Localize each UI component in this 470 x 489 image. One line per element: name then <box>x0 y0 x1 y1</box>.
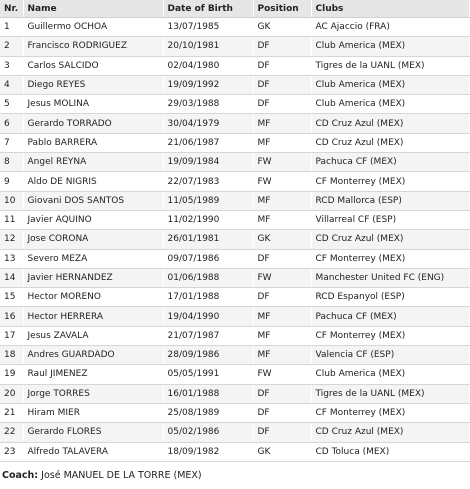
cell-club: CD Cruz Azul (MEX) <box>311 230 470 249</box>
cell-date-of-birth: 11/05/1989 <box>163 191 253 210</box>
cell-club: CF Monterrey (MEX) <box>311 326 470 345</box>
cell-position: MF <box>253 191 311 210</box>
table-row <box>0 56 470 75</box>
table-row <box>0 249 470 268</box>
table-body <box>0 18 470 462</box>
table-row <box>0 442 470 461</box>
cell-name: Guillermo OCHOA <box>23 18 163 37</box>
cell-club: Tigres de la UANL (MEX) <box>311 384 470 403</box>
cell-position: MF <box>253 346 311 365</box>
cell-date-of-birth: 13/07/1985 <box>163 18 253 37</box>
cell-number: 11 <box>0 210 23 229</box>
cell-name: Francisco RODRIGUEZ <box>23 37 163 56</box>
cell-position: DF <box>253 423 311 442</box>
table-row <box>0 210 470 229</box>
cell-name: Gerardo FLORES <box>23 423 163 442</box>
cell-name: Carlos SALCIDO <box>23 56 163 75</box>
table-row <box>0 288 470 307</box>
cell-number: 18 <box>0 346 23 365</box>
cell-date-of-birth: 19/09/1984 <box>163 153 253 172</box>
cell-date-of-birth: 17/01/1988 <box>163 288 253 307</box>
cell-club: AC Ajaccio (FRA) <box>311 18 470 37</box>
cell-position: DF <box>253 249 311 268</box>
cell-position: MF <box>253 114 311 133</box>
cell-club: Club America (MEX) <box>311 365 470 384</box>
cell-date-of-birth: 21/06/1987 <box>163 133 253 152</box>
cell-name: Javier HERNANDEZ <box>23 268 163 287</box>
cell-club: Pachuca CF (MEX) <box>311 153 470 172</box>
cell-position: DF <box>253 288 311 307</box>
cell-date-of-birth: 02/04/1980 <box>163 56 253 75</box>
cell-date-of-birth: 01/06/1988 <box>163 268 253 287</box>
cell-position: GK <box>253 230 311 249</box>
table-row <box>0 384 470 403</box>
cell-number: 2 <box>0 37 23 56</box>
cell-number: 4 <box>0 75 23 94</box>
cell-date-of-birth: 16/01/1988 <box>163 384 253 403</box>
header-date-of-birth: Date of Birth <box>163 0 253 18</box>
cell-club: CD Cruz Azul (MEX) <box>311 133 470 152</box>
cell-date-of-birth: 22/07/1983 <box>163 172 253 191</box>
cell-club: Pachuca CF (MEX) <box>311 307 470 326</box>
cell-name: Raul JIMENEZ <box>23 365 163 384</box>
cell-date-of-birth: 19/04/1990 <box>163 307 253 326</box>
table-row <box>0 191 470 210</box>
cell-name: Angel REYNA <box>23 153 163 172</box>
cell-name: Jesus MOLINA <box>23 95 163 114</box>
cell-date-of-birth: 19/09/1992 <box>163 75 253 94</box>
cell-number: 15 <box>0 288 23 307</box>
coach-line <box>2 470 202 481</box>
cell-position: MF <box>253 210 311 229</box>
cell-name: Gerardo TORRADO <box>23 114 163 133</box>
cell-club: CD Cruz Azul (MEX) <box>311 423 470 442</box>
cell-date-of-birth: 11/02/1990 <box>163 210 253 229</box>
cell-position: DF <box>253 403 311 422</box>
cell-position: DF <box>253 75 311 94</box>
cell-date-of-birth: 30/04/1979 <box>163 114 253 133</box>
cell-club: Club America (MEX) <box>311 37 470 56</box>
cell-number: 13 <box>0 249 23 268</box>
cell-number: 3 <box>0 56 23 75</box>
cell-number: 21 <box>0 403 23 422</box>
header-clubs: Clubs <box>311 0 470 18</box>
cell-date-of-birth: 26/01/1981 <box>163 230 253 249</box>
cell-name: Alfredo TALAVERA <box>23 442 163 461</box>
cell-number: 12 <box>0 230 23 249</box>
table-row <box>0 37 470 56</box>
cell-date-of-birth: 29/03/1988 <box>163 95 253 114</box>
cell-club: CD Toluca (MEX) <box>311 442 470 461</box>
cell-position: MF <box>253 307 311 326</box>
cell-club: CF Monterrey (MEX) <box>311 403 470 422</box>
cell-club: Tigres de la UANL (MEX) <box>311 56 470 75</box>
cell-date-of-birth: 20/10/1981 <box>163 37 253 56</box>
table-row <box>0 268 470 287</box>
cell-club: Valencia CF (ESP) <box>311 346 470 365</box>
table-row <box>0 326 470 345</box>
cell-club: CF Monterrey (MEX) <box>311 249 470 268</box>
cell-number: 17 <box>0 326 23 345</box>
cell-position: MF <box>253 326 311 345</box>
cell-number: 19 <box>0 365 23 384</box>
cell-name: Hiram MIER <box>23 403 163 422</box>
cell-number: 8 <box>0 153 23 172</box>
cell-club: Club America (MEX) <box>311 75 470 94</box>
cell-club: RCD Espanyol (ESP) <box>311 288 470 307</box>
cell-name: Giovani DOS SANTOS <box>23 191 163 210</box>
header-name: Name <box>23 0 163 18</box>
table-header-row <box>0 0 470 18</box>
cell-club: Club America (MEX) <box>311 95 470 114</box>
cell-name: Jose CORONA <box>23 230 163 249</box>
cell-position: MF <box>253 133 311 152</box>
table-row <box>0 403 470 422</box>
cell-name: Andres GUARDADO <box>23 346 163 365</box>
cell-position: FW <box>253 153 311 172</box>
header-number: Nr. <box>0 0 23 18</box>
cell-position: FW <box>253 268 311 287</box>
cell-name: Diego REYES <box>23 75 163 94</box>
cell-date-of-birth: 28/09/1986 <box>163 346 253 365</box>
cell-date-of-birth: 25/08/1989 <box>163 403 253 422</box>
cell-name: Hector HERRERA <box>23 307 163 326</box>
cell-number: 6 <box>0 114 23 133</box>
cell-number: 10 <box>0 191 23 210</box>
cell-club: CF Monterrey (MEX) <box>311 172 470 191</box>
cell-position: DF <box>253 56 311 75</box>
cell-date-of-birth: 09/07/1986 <box>163 249 253 268</box>
cell-number: 1 <box>0 18 23 37</box>
cell-name: Hector MORENO <box>23 288 163 307</box>
cell-club: Villarreal CF (ESP) <box>311 210 470 229</box>
cell-position: DF <box>253 384 311 403</box>
header-position: Position <box>253 0 311 18</box>
cell-club: RCD Mallorca (ESP) <box>311 191 470 210</box>
table-row <box>0 153 470 172</box>
cell-position: DF <box>253 37 311 56</box>
cell-position: GK <box>253 442 311 461</box>
cell-date-of-birth: 05/02/1986 <box>163 423 253 442</box>
cell-date-of-birth: 18/09/1982 <box>163 442 253 461</box>
cell-number: 7 <box>0 133 23 152</box>
cell-number: 23 <box>0 442 23 461</box>
table-row <box>0 75 470 94</box>
cell-date-of-birth: 21/07/1987 <box>163 326 253 345</box>
coach-label: Coach: <box>2 470 39 481</box>
cell-date-of-birth: 05/05/1991 <box>163 365 253 384</box>
table-row <box>0 95 470 114</box>
cell-position: DF <box>253 95 311 114</box>
table-row <box>0 230 470 249</box>
cell-position: FW <box>253 365 311 384</box>
cell-name: Javier AQUINO <box>23 210 163 229</box>
cell-number: 14 <box>0 268 23 287</box>
coach-name: José MANUEL DE LA TORRE (MEX) <box>41 470 202 481</box>
cell-name: Severo MEZA <box>23 249 163 268</box>
cell-name: Jorge TORRES <box>23 384 163 403</box>
table-row <box>0 172 470 191</box>
table-row <box>0 133 470 152</box>
cell-number: 5 <box>0 95 23 114</box>
table-row <box>0 18 470 37</box>
table-row <box>0 307 470 326</box>
cell-name: Pablo BARRERA <box>23 133 163 152</box>
cell-position: FW <box>253 172 311 191</box>
cell-number: 20 <box>0 384 23 403</box>
cell-number: 22 <box>0 423 23 442</box>
cell-number: 16 <box>0 307 23 326</box>
cell-name: Jesus ZAVALA <box>23 326 163 345</box>
cell-club: Manchester United FC (ENG) <box>311 268 470 287</box>
cell-club: CD Cruz Azul (MEX) <box>311 114 470 133</box>
cell-position: GK <box>253 18 311 37</box>
cell-name: Aldo DE NIGRIS <box>23 172 163 191</box>
table-row <box>0 114 470 133</box>
table-row <box>0 423 470 442</box>
table-row <box>0 365 470 384</box>
table-row <box>0 346 470 365</box>
cell-number: 9 <box>0 172 23 191</box>
